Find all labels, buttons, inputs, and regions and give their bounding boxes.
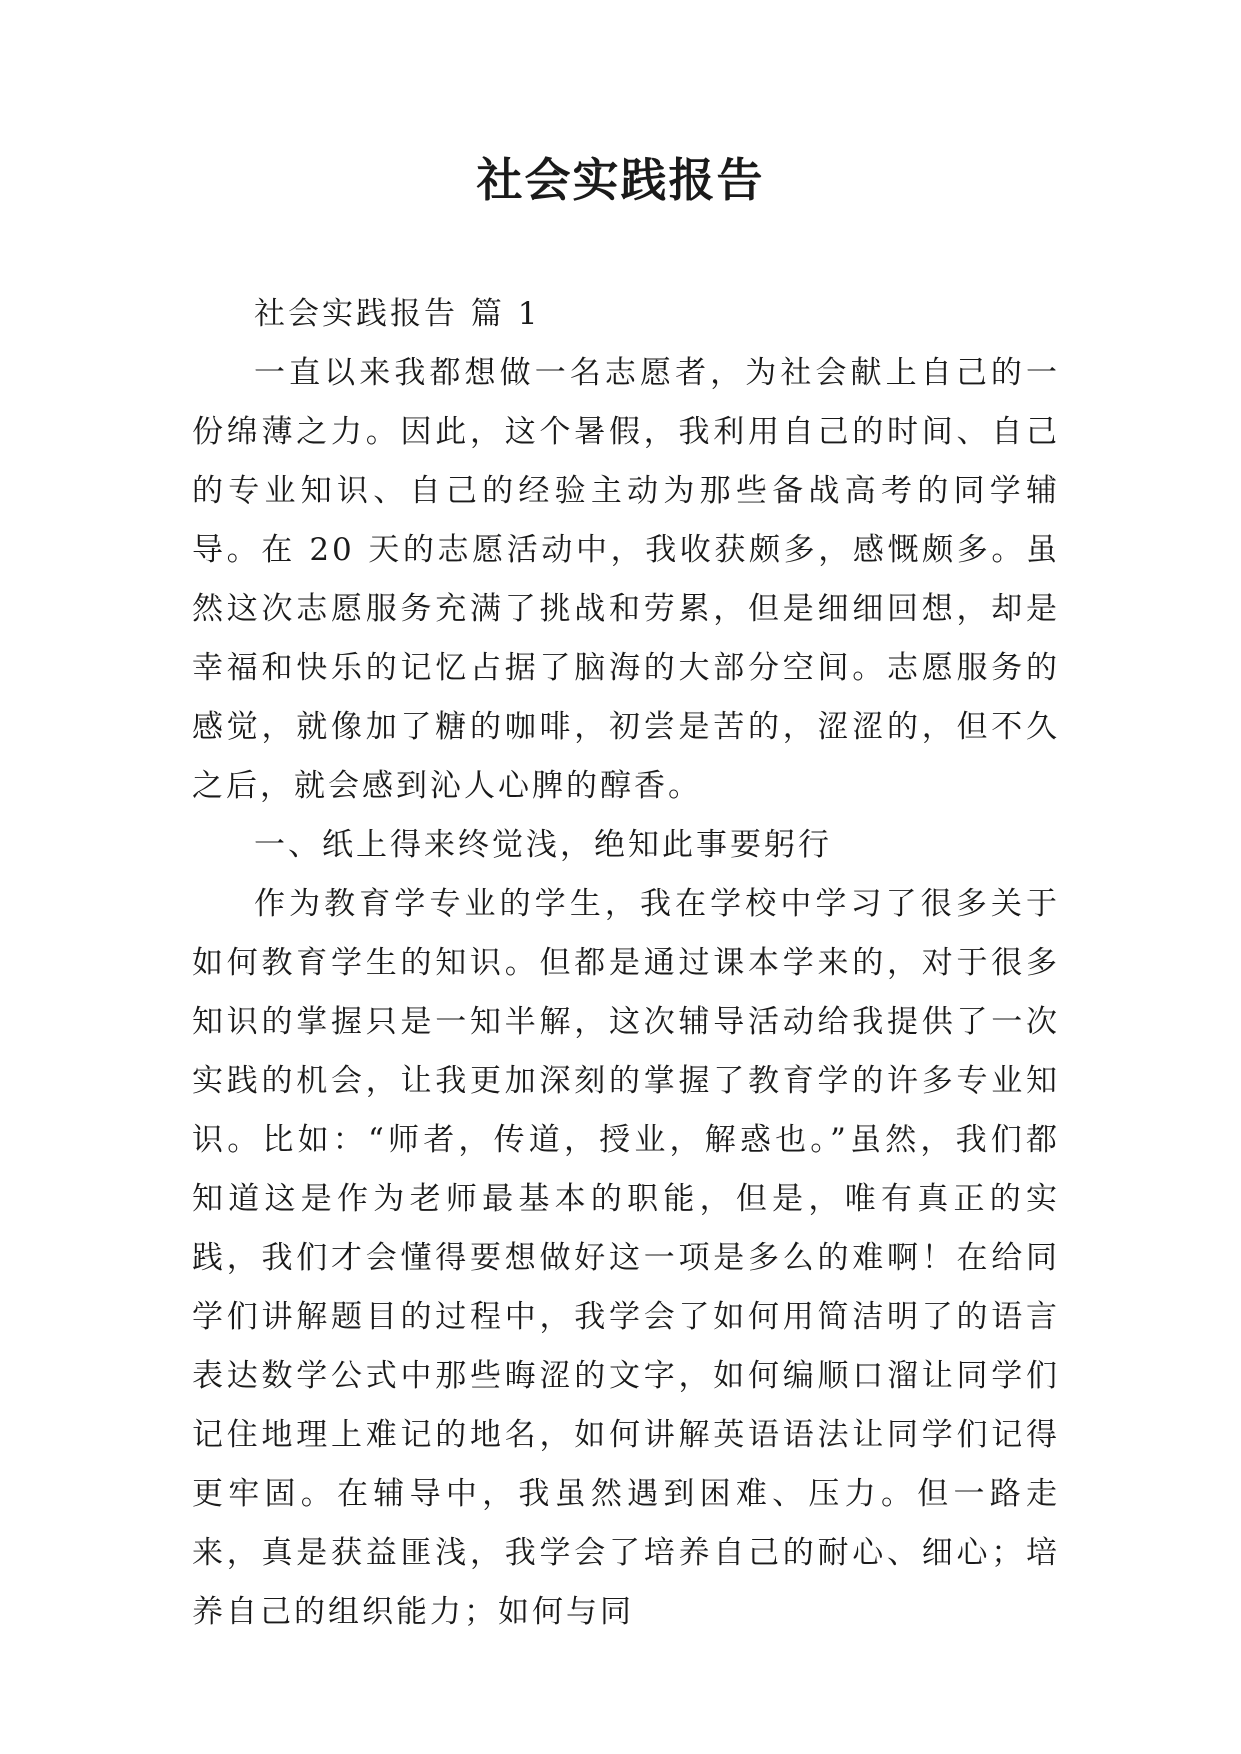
document-body	[192, 285, 1060, 1642]
document-title: 社会实践报告	[476, 153, 765, 207]
paragraph-education: 作为教育学专业的学生，我在学校中学习了很多关于如何教育学生的知识。但都是通过课本学来的，对于很多知识的掌握只是一知半解，这次辅导活动给我提供了一次实践的机会，让我更加深刻的掌握了教育学的许多专业知识。比如：“师者，传道，授业，解惑也。”虽然，我们都知道这是作为老师最基本的职能，但是，唯有真正的实践，我们才会懂得要想做好这一项是多么的难啊！在给同学们讲解题目的过程中，我学会了如何用简洁明了的语言表达数学公式中那些晦涩的文字，如何编顺口溜让同学们记住地理上难记的地名，如何讲解英语语法让同学们记得更牢固。在辅导中，我虽然遇到困难、压力。但一路走来，真是获益匪浅，我学会了培养自己的耐心、细心；培养自己的组织能力；如何与同	[192, 886, 1060, 1630]
section-heading-report-1: 社会实践报告 篇 1	[254, 296, 541, 332]
paragraph-intro: 一直以来我都想做一名志愿者，为社会献上自己的一份绵薄之力。因此，这个暑假，我利用自己的时间、自己的专业知识、自己的经验主动为那些备战高考的同学辅导。在 20 天的志愿活动中，我收获颇多，感慨颇多。虽然这次志愿服务充满了挑战和劳累，但是细细回想，却是幸福和快乐的记忆占据了脑海的大部分空间。志愿服务的感觉，就像加了糖的咖啡，初尝是苦的，涩涩的，但不久之后，就会感到沁人心脾的醇香。	[192, 355, 1060, 804]
section-heading-1: 一、纸上得来终觉浅，绝知此事要躬行	[254, 827, 832, 863]
